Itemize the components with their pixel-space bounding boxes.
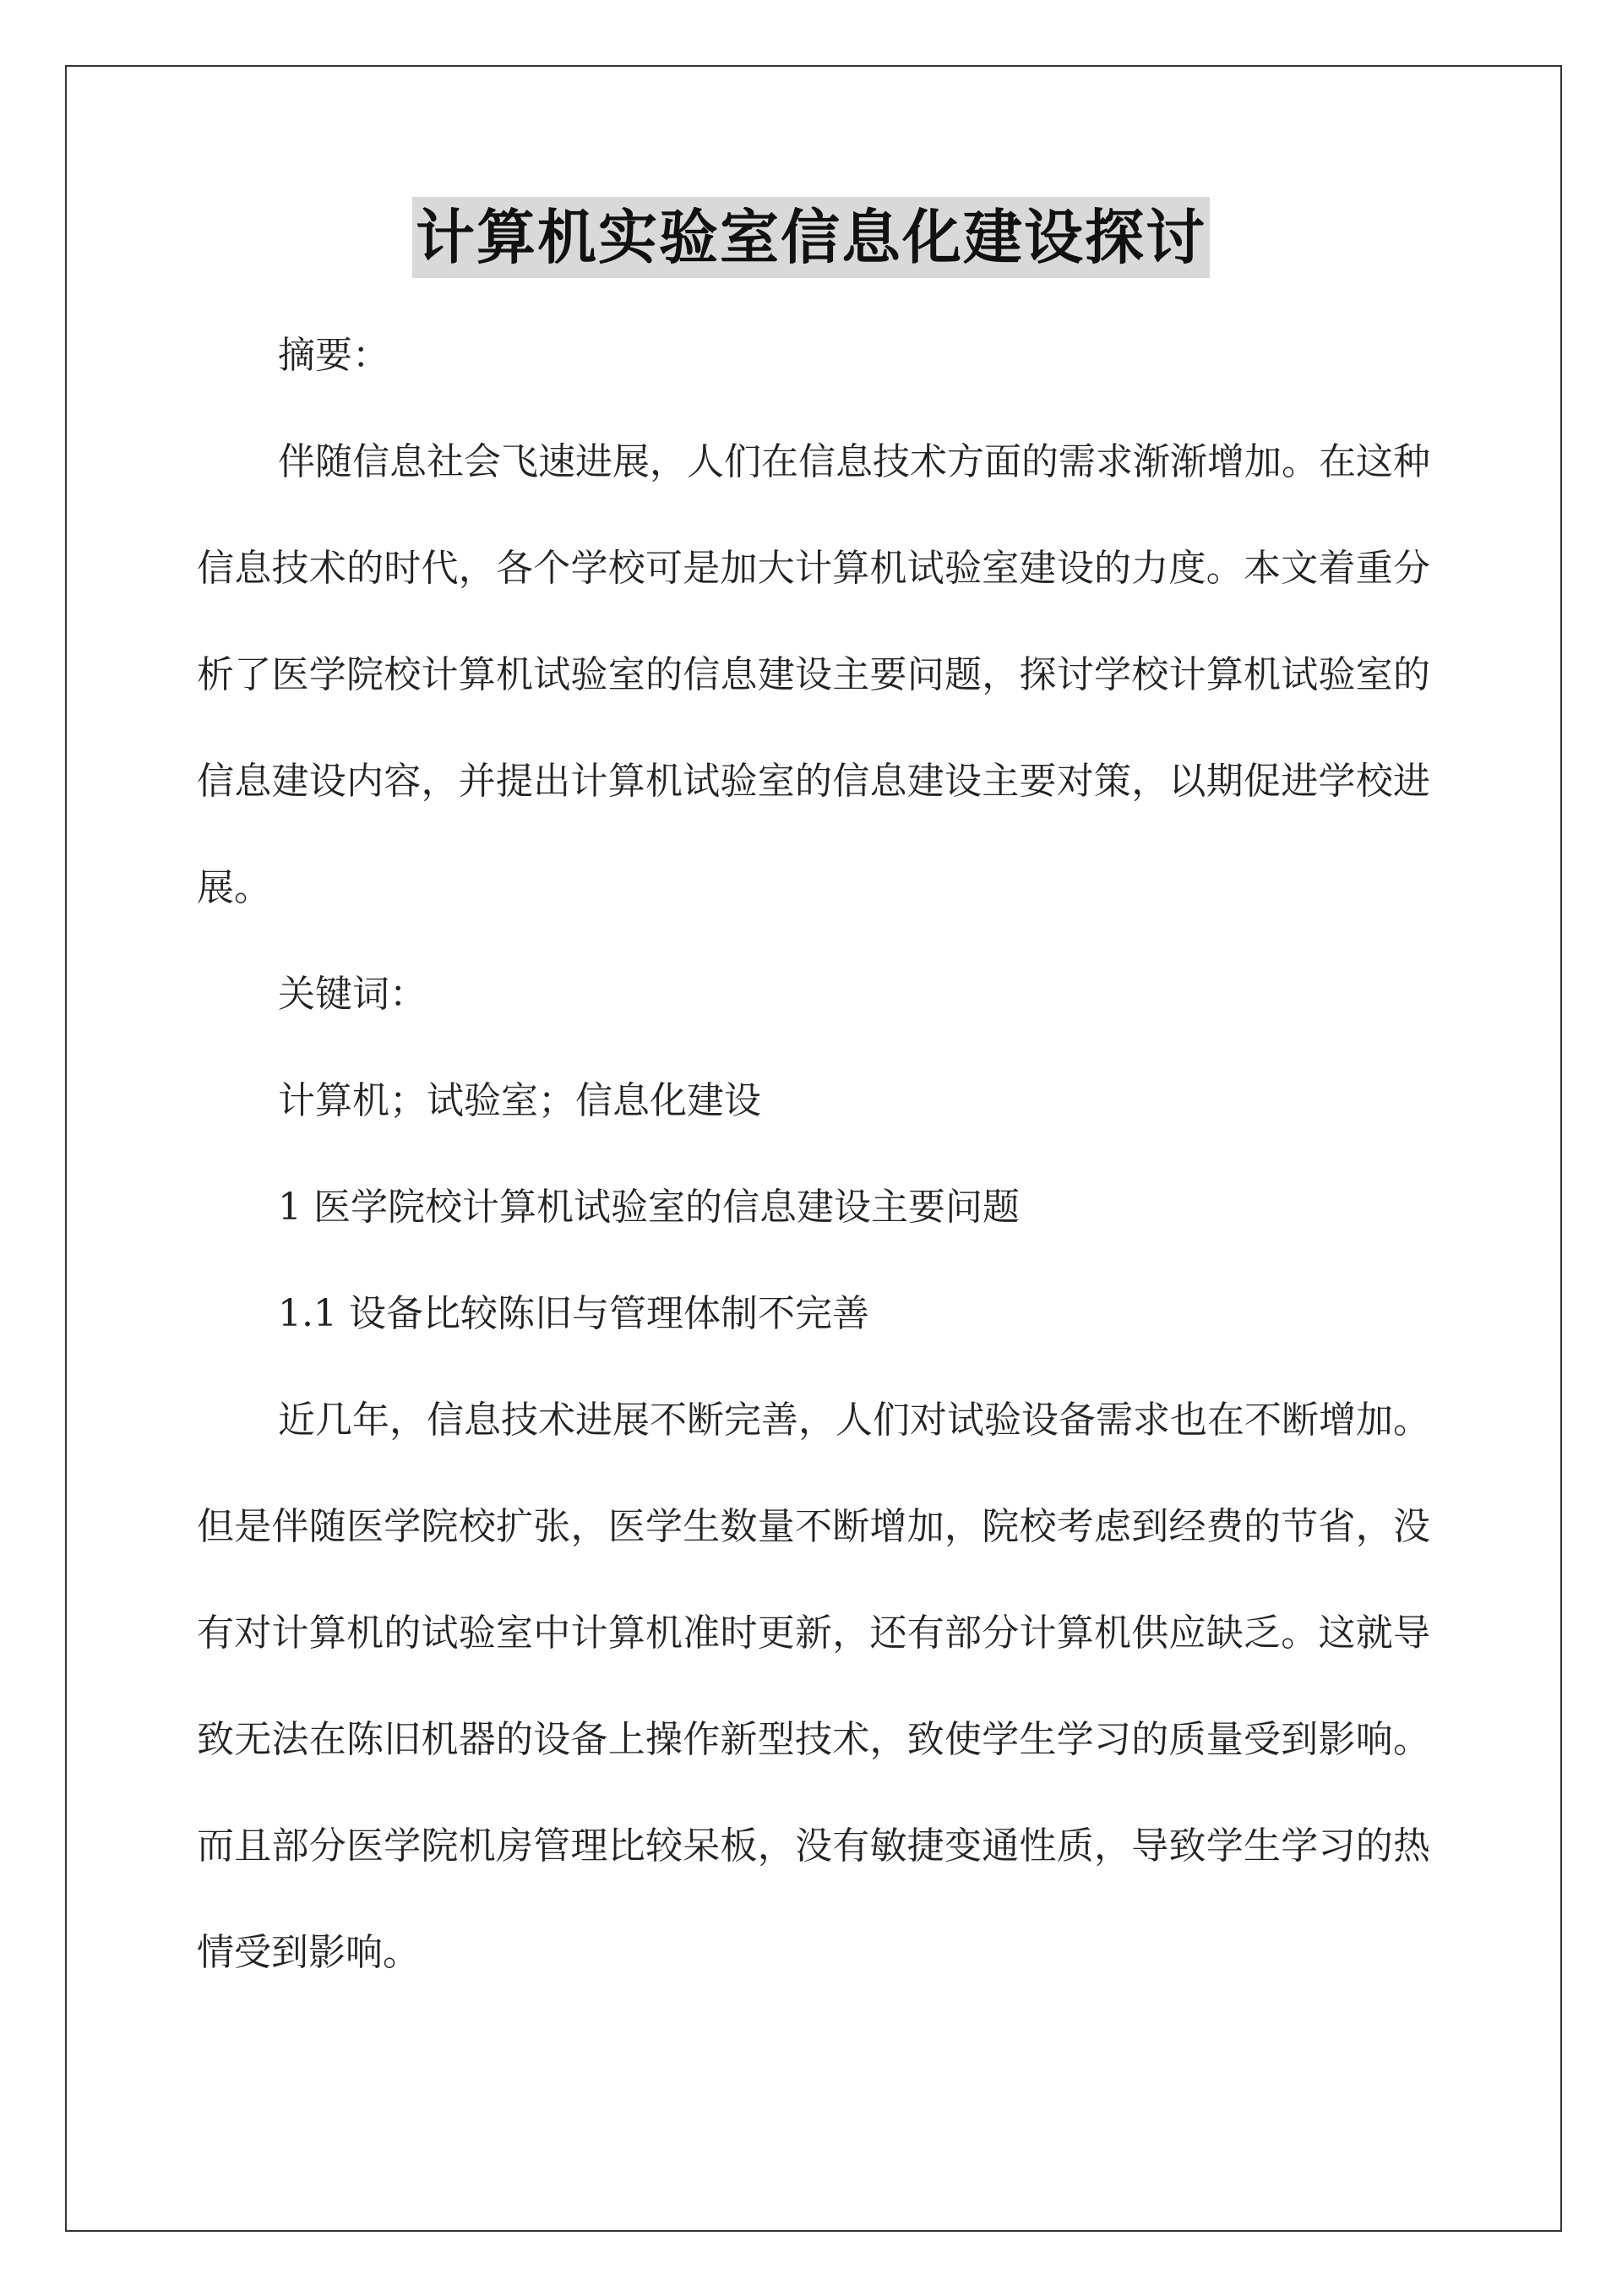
section-1-1-paragraph: 近几年，信息技术进展不断完善，人们对试验设备需求也在不断增加。但是伴随医学院校扩张，医学生数量不断增加，院校考虑到经费的节省，没有对计算机的试验室中计算机准时更新，还有部分计算机供应缺乏。这就导致无法在陈旧机器的设备上操作新型技术，致使学生学习的质量受到影响。而且部分医学院机房管理比较呆板，没有敏捷变通性质，导致学生学习的热情受到影响。 [197,1399,1430,1974]
document-body [197,303,1430,2006]
keywords-paragraph: 计算机；试验室；信息化建设 [278,1079,761,1122]
abstract-label: 摘要： [278,334,389,377]
keywords-label: 关键词： [278,973,427,1016]
document-title: 计算机实验室信息化建设探讨 [412,197,1210,278]
title-container [0,197,1622,278]
abstract-paragraph: 伴随信息社会飞速进展，人们在信息技术方面的需求渐渐增加。在这种信息技术的时代，各个学校可是加大计算机试验室建设的力度。本文着重分析了医学院校计算机试验室的信息建设主要问题，探讨学校计算机试验室的信息建设内容，并提出计算机试验室的信息建设主要对策，以期促进学校进展。 [197,440,1430,909]
section-1-heading: 1 医学院校计算机试验室的信息建设主要问题 [278,1186,1020,1229]
section-1-1-heading: 1.1 设备比较陈旧与管理体制不完善 [278,1292,869,1335]
